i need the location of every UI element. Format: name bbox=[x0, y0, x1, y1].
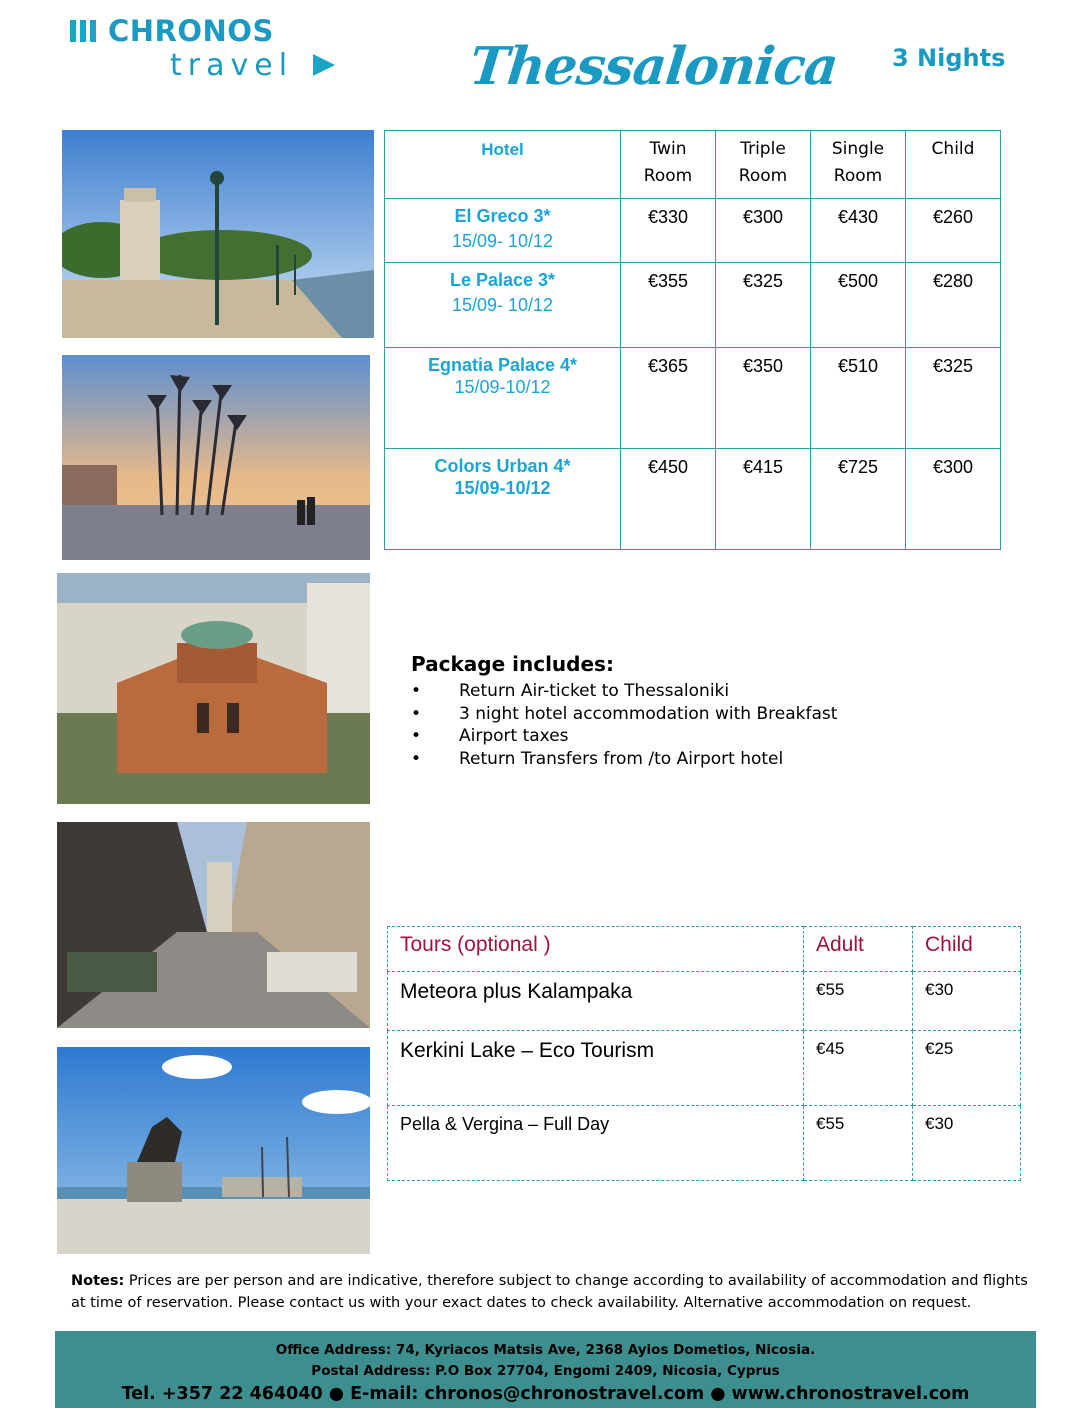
price-triple: €300 bbox=[716, 199, 811, 263]
header-single-room bbox=[811, 131, 906, 199]
contact-details: Tel. +357 22 464040 ● E-mail: chronos@chronostravel.com ● www.chronostravel.com bbox=[121, 1384, 970, 1404]
chronos-travel-logo bbox=[70, 14, 350, 84]
hotel-dates: 15/09- 10/12 bbox=[451, 295, 554, 315]
tour-child-price: €30 bbox=[913, 972, 1021, 1031]
notes-text: Prices are per person and are indicative, therefore subject to change according to availability of accommodation and flights at time of reservation. Please contact us with your exact dates to check availability. Alternative accommodation on request. bbox=[71, 1273, 1028, 1311]
hotel-dates: 15/09-10/12 bbox=[454, 478, 551, 498]
tour-adult-price: €55 bbox=[804, 972, 913, 1031]
price-single: €430 bbox=[811, 199, 906, 263]
price-child: €300 bbox=[906, 449, 1001, 550]
hotel-cell bbox=[385, 348, 621, 449]
header-child: Child bbox=[906, 131, 1001, 199]
header-twin-l2: Room bbox=[643, 166, 693, 186]
header-single-l2: Room bbox=[833, 166, 883, 186]
table-row bbox=[385, 348, 1001, 449]
table-row bbox=[385, 263, 1001, 348]
footer-contact-bar bbox=[55, 1331, 1036, 1408]
tour-name: Kerkini Lake – Eco Tourism bbox=[388, 1031, 804, 1106]
hotel-name: El Greco 3* bbox=[454, 206, 551, 226]
price-single: €725 bbox=[811, 449, 906, 550]
header-adult: Adult bbox=[804, 927, 913, 972]
price-child: €280 bbox=[906, 263, 1001, 348]
notes-label: Notes: bbox=[71, 1273, 125, 1289]
price-twin: €365 bbox=[621, 348, 716, 449]
price-single: €510 bbox=[811, 348, 906, 449]
tour-child-price: €25 bbox=[913, 1031, 1021, 1106]
package-title: Package includes: bbox=[411, 652, 614, 676]
list-item: • 3 night hotel accommodation with Breakfast bbox=[411, 703, 837, 726]
package-list bbox=[411, 680, 837, 770]
tour-adult-price: €55 bbox=[804, 1106, 913, 1181]
hotel-table-header bbox=[385, 131, 1001, 199]
price-twin: €355 bbox=[621, 263, 716, 348]
tour-name: Pella & Vergina – Full Day bbox=[388, 1106, 804, 1181]
tours-table-header bbox=[388, 927, 1021, 972]
header-triple-l2: Room bbox=[738, 166, 788, 186]
price-single: €500 bbox=[811, 263, 906, 348]
hotel-name: Egnatia Palace 4* bbox=[427, 355, 578, 375]
list-item: • Return Air-ticket to Thessaloniki bbox=[411, 680, 837, 703]
tour-adult-price: €45 bbox=[804, 1031, 913, 1106]
hotel-cell bbox=[385, 263, 621, 348]
table-row bbox=[385, 199, 1001, 263]
price-child: €325 bbox=[906, 348, 1001, 449]
logo-name-bottom: travel bbox=[170, 48, 294, 83]
hotel-dates: 15/09- 10/12 bbox=[451, 231, 554, 251]
hotel-prices-table bbox=[384, 130, 1001, 550]
hotel-cell bbox=[385, 199, 621, 263]
hotel-dates: 15/09-10/12 bbox=[454, 377, 551, 397]
tours-table bbox=[387, 926, 1021, 1181]
street-cafe-photo bbox=[57, 822, 370, 1028]
header-twin-l1: Twin bbox=[649, 139, 687, 159]
office-address: Office Address: 74, Kyriacos Matsis Ave, 2368 Ayios Dometios, Nicosia. bbox=[275, 1342, 816, 1358]
umbrellas-sculpture-photo bbox=[62, 355, 370, 560]
logo-name-top: CHRONOS bbox=[108, 14, 274, 48]
hotel-cell bbox=[385, 449, 621, 550]
price-twin: €330 bbox=[621, 199, 716, 263]
alexander-statue-photo bbox=[57, 1047, 370, 1254]
hotel-name: Le Palace 3* bbox=[449, 270, 556, 290]
price-triple: €415 bbox=[716, 449, 811, 550]
duration-label: 3 Nights bbox=[892, 44, 1006, 72]
header-triple-room bbox=[716, 131, 811, 199]
list-item: • Airport taxes bbox=[411, 725, 837, 748]
play-arrow-icon bbox=[313, 54, 335, 76]
table-row bbox=[388, 1031, 1021, 1106]
header-triple-l1: Triple bbox=[740, 139, 786, 159]
logo-bars-icon bbox=[70, 20, 96, 42]
header-hotel: Hotel bbox=[385, 131, 621, 199]
price-triple: €325 bbox=[716, 263, 811, 348]
price-triple: €350 bbox=[716, 348, 811, 449]
price-twin: €450 bbox=[621, 449, 716, 550]
header-twin-room bbox=[621, 131, 716, 199]
table-row bbox=[385, 449, 1001, 550]
page-title: Thessalonica bbox=[466, 36, 841, 97]
tour-child-price: €30 bbox=[913, 1106, 1021, 1181]
price-child: €260 bbox=[906, 199, 1001, 263]
header-tours: Tours (optional ) bbox=[388, 927, 804, 972]
church-photo bbox=[57, 573, 370, 804]
table-row bbox=[388, 972, 1021, 1031]
header-child: Child bbox=[913, 927, 1021, 972]
postal-address: Postal Address: P.O Box 27704, Engomi 2409, Nicosia, Cyprus bbox=[311, 1363, 780, 1379]
hotel-name: Colors Urban 4* bbox=[434, 456, 571, 476]
white-tower-photo bbox=[62, 130, 374, 338]
tour-name: Meteora plus Kalampaka bbox=[388, 972, 804, 1031]
package-includes bbox=[411, 652, 837, 770]
header-single-l1: Single bbox=[831, 139, 885, 159]
table-row bbox=[388, 1106, 1021, 1181]
notes bbox=[71, 1271, 1031, 1314]
list-item: • Return Transfers from /to Airport hotel bbox=[411, 748, 837, 771]
